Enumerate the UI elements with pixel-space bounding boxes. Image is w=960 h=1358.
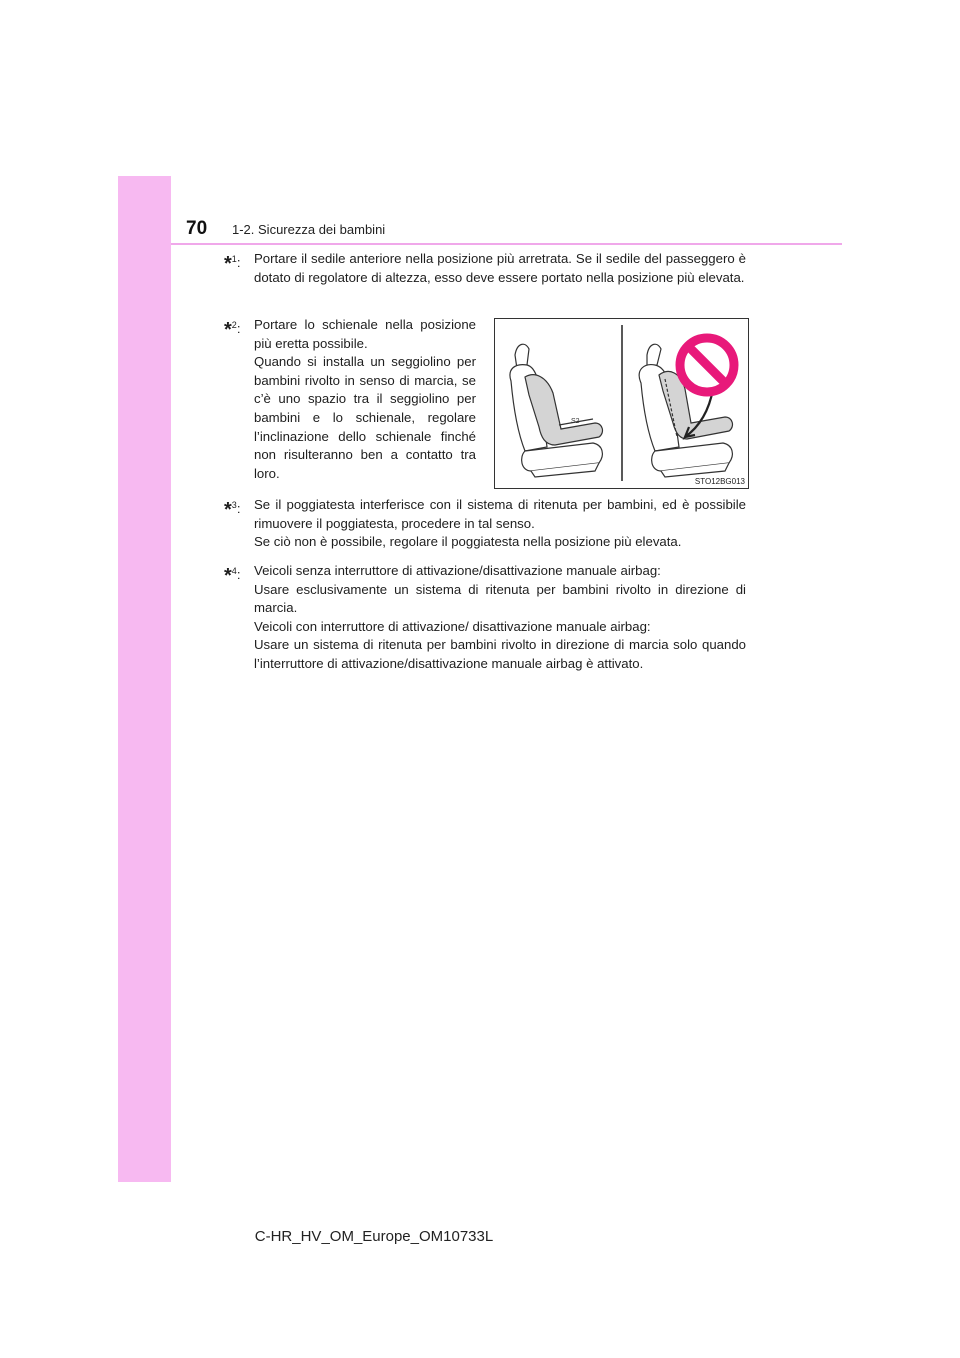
footnote-marker: *$^3$: (224, 499, 241, 521)
seat-incorrect-illustration (639, 344, 732, 477)
footnote-text: Quando si installa un seggiolino per bambini rivolto in senso di marcia, se c’è uno spazio tra il seggiolino per bambini e lo schienale, regolare l’inclinazione dello schienale finché non risulteranno ben a contatto tra loro. (254, 354, 476, 481)
footnote-text: Portare il sedile anteriore nella posizione più arretrata. Se il sedile del passeggero è dotato di regolatore di altezza, esso deve essere portato nella posizione più elevata. (254, 251, 746, 285)
prohibition-icon (680, 338, 734, 392)
footnote-text: Usare un sistema di ritenuta per bambini rivolto in direzione di marcia solo quando l’interruttore di attivazione/disattivazione manuale airbag è attivato. (254, 637, 746, 671)
seat-adjustment-illustration (494, 318, 749, 489)
footnote-marker: *$^4$: (224, 565, 241, 587)
footnote-text: Veicoli con interruttore di attivazione/ disattivazione manuale airbag: (254, 618, 651, 634)
document-id-footer: C-HR_HV_OM_Europe_OM10733L (254, 1228, 494, 1245)
footnote-text: Se ciò non è possibile, regolare il poggiatesta nella posizione più elevata. (254, 534, 682, 550)
footnote-2 (224, 316, 476, 483)
footnote-marker: *$^1$: (224, 253, 241, 275)
footnote-text: Veicoli senza interruttore di attivazione/disattivazione manuale airbag: (254, 563, 661, 578)
svg-text:S2: S2 (571, 418, 580, 425)
figure-code: STO12BG013 (694, 477, 745, 486)
section-color-tab (118, 176, 171, 1182)
footnote-text: Usare esclusivamente un sistema di ritenuta per bambini rivolto in direzione di marcia. (254, 581, 746, 616)
footnote-1 (224, 250, 746, 287)
section-title: 1-2. Sicurezza dei bambini (232, 222, 386, 237)
footnote-3 (224, 496, 746, 552)
footnote-text: Se il poggiatesta interferisce con il sistema di ritenuta per bambini, ed è possibile rimuovere il poggiatesta, procedere in tal senso. (254, 497, 746, 531)
footnote-4 (224, 562, 746, 674)
footnote-marker: *$^2$: (224, 319, 241, 341)
page-number: 70 (186, 218, 208, 239)
header-divider (171, 243, 842, 245)
footnote-text: Portare lo schienale nella posizione più eretta possibile. (254, 317, 476, 351)
seat-correct-illustration (510, 344, 603, 477)
